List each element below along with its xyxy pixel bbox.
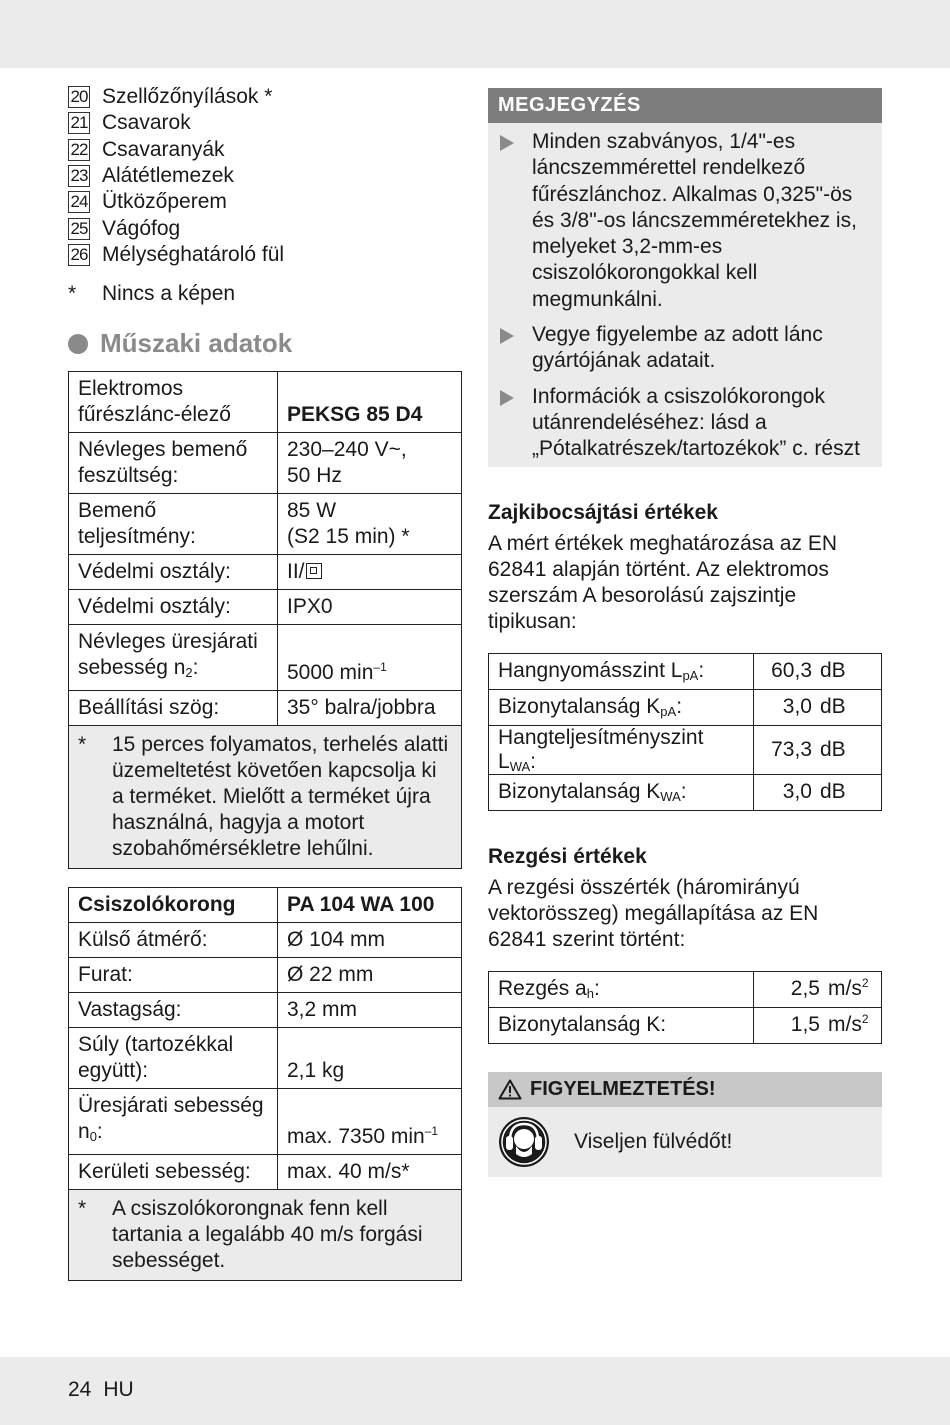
vibration-heading: Rezgési értékek <box>488 844 647 868</box>
part-label: Csavaranyák <box>102 137 225 161</box>
triangle-bullet-icon <box>500 328 514 344</box>
ear-protection-icon <box>498 1116 550 1168</box>
spec-value <box>278 433 462 494</box>
section-title: Műszaki adatok <box>100 328 293 359</box>
duty-value: (S2 15 min) * <box>287 525 410 549</box>
voltage-value: 230–240 V~, <box>287 438 407 462</box>
list-item <box>68 163 462 189</box>
value-cell: 2,5 $m/s^2$ <box>754 971 882 1007</box>
parts-list <box>68 84 462 268</box>
table-row <box>489 725 882 774</box>
spec-value: 3,2 mm <box>278 993 462 1028</box>
value-label: Bizonytalanság K: <box>489 1007 754 1043</box>
table-footnote-row <box>69 1190 462 1281</box>
spec-value <box>278 494 462 555</box>
footnote-text: Nincs a képen <box>102 282 236 306</box>
footnote-star: * <box>78 1197 87 1221</box>
note-list <box>488 123 882 467</box>
spec-value: PA 104 WA 100 <box>278 888 462 923</box>
parts-footnote <box>68 282 462 306</box>
value-label: Rezgés $a_h$: <box>489 971 754 1007</box>
table-footnote <box>69 726 462 869</box>
spec-value: PEKSG 85 D4 <box>278 372 462 433</box>
subscript: 2 <box>185 665 193 681</box>
spec-label <box>69 625 278 691</box>
spec-label: Bemenő teljesítmény: <box>69 494 278 555</box>
header-band <box>0 0 950 68</box>
triangle-bullet-icon <box>500 390 514 406</box>
table-row <box>69 590 462 625</box>
spec-label: Beállítási szög: <box>69 691 278 726</box>
warning-box <box>488 1072 882 1177</box>
value-cell: 3,0 dB <box>754 774 882 810</box>
idle-speed-value: 5000 min <box>287 661 374 685</box>
table-row <box>489 774 882 810</box>
note-heading: MEGJEGYZÉS <box>488 88 882 123</box>
spec-value: 35° balra/jobbra <box>278 691 462 726</box>
power-value: 85 W <box>287 499 337 523</box>
value-label: Bizonytalanság $K_{pA}$: <box>489 689 754 725</box>
table-row <box>489 653 882 689</box>
part-label: Mélységhatároló fül <box>102 242 285 266</box>
table-row <box>69 1089 462 1155</box>
tech-data-table <box>68 371 462 869</box>
noise-table <box>488 653 882 811</box>
list-item <box>498 322 872 375</box>
language-code: HU <box>103 1378 134 1401</box>
subscript: 0 <box>89 1129 97 1145</box>
idle-speed-label: Névleges üresjárati sebesség n <box>78 630 258 680</box>
footnote-star: * <box>68 282 77 306</box>
vibration-table <box>488 971 882 1044</box>
idle-label: Üresjárati sebesség n <box>78 1094 264 1144</box>
warning-heading: FIGYELMEZTETÉS! <box>530 1077 716 1100</box>
table-row <box>489 689 882 725</box>
table-row <box>489 971 882 1007</box>
noise-text: A mért értékek meghatározása az EN 62841 alapján történt. Az elektromos szerszám A besorolású zajszintje tipikusan: <box>488 531 837 634</box>
spec-label: Védelmi osztály: <box>69 590 278 625</box>
noise-heading: Zajkibocsájtási értékek <box>488 500 718 524</box>
spec-label: Kerületi sebesség: <box>69 1155 278 1190</box>
part-label: Csavarok <box>102 111 191 135</box>
footnote-text: A csiszolókorongnak fenn kell tartania a legalább 40 m/s forgási sebességet. <box>112 1197 423 1273</box>
superscript: –1 <box>373 660 387 675</box>
list-item <box>68 215 462 241</box>
value-label: Hangnyomásszint $L_{pA}$: <box>489 653 754 689</box>
table-row <box>69 433 462 494</box>
spec-value: 2,1 kg <box>278 1028 462 1089</box>
value-cell: 3,0 dB <box>754 689 882 725</box>
table-row <box>69 494 462 555</box>
idle-value: max. 7350 min <box>287 1125 425 1149</box>
table-row <box>69 555 462 590</box>
spec-value <box>278 1089 462 1155</box>
table-row <box>69 1028 462 1089</box>
frequency-value: 50 Hz <box>287 464 342 488</box>
table-row <box>69 691 462 726</box>
spec-label: Névleges bemenő feszültség: <box>69 433 278 494</box>
part-number: 24 <box>68 191 90 213</box>
spec-label <box>69 1089 278 1155</box>
table-row <box>69 923 462 958</box>
table-footnote-row <box>69 726 462 869</box>
spec-label: Furat: <box>69 958 278 993</box>
spec-label: Védelmi osztály: <box>69 555 278 590</box>
part-number: 22 <box>68 139 90 161</box>
value-label: Bizonytalanság $K_{WA}$: <box>489 774 754 810</box>
part-number: 25 <box>68 218 90 240</box>
note-box <box>488 88 882 467</box>
spec-value: IPX0 <box>278 590 462 625</box>
colon: : <box>96 1120 103 1144</box>
spec-value: Ø 104 mm <box>278 923 462 958</box>
note-text: Információk a csiszolókorongok utánrendeléséhez: lásd a „Pótalkatrészek/tartozékok” c. részt <box>532 384 860 461</box>
spec-label: Elektromos fűrészlánc-élező <box>69 372 278 433</box>
superscript: –1 <box>424 1124 439 1139</box>
value-cell: 60,3 dB <box>754 653 882 689</box>
part-label: Szellőzőnyílások * <box>102 85 273 109</box>
footnote-text: 15 perces folyamatos, terhelés alatti üzemeltetést követően kapcsolja ki a terméket. Mielőtt a terméket újra használná, hagyja a motort szobahőmérsékletre lehűlni. <box>112 733 449 861</box>
spec-value <box>278 625 462 691</box>
spec-value: max. 40 m/s* <box>278 1155 462 1190</box>
part-number: 20 <box>68 86 90 108</box>
part-number: 23 <box>68 165 90 187</box>
spec-label: Csiszolókorong <box>69 888 278 923</box>
spec-value: Ø 22 mm <box>278 958 462 993</box>
warning-body <box>488 1107 882 1177</box>
list-item <box>68 189 462 215</box>
right-column <box>488 88 882 1177</box>
list-item <box>68 242 462 268</box>
list-item <box>68 84 462 110</box>
note-text: Minden szabványos, 1/4"-es láncszemmérettel rendelkező fűrészlánchoz. Alkalmas 0,325"-ös és 3/8"-os láncszemméretekhez is, melyeket 3,2-mm-es csiszolókorongokkal kell megmunkálni. <box>532 130 857 311</box>
value-cell: 1,5 $m/s^2$ <box>754 1007 882 1043</box>
footnote-star: * <box>78 733 87 757</box>
colon: : <box>192 656 199 680</box>
spec-label: Súly (tartozékkal együtt): <box>69 1028 278 1089</box>
part-number: 26 <box>68 244 90 266</box>
table-row <box>69 958 462 993</box>
double-insulation-icon <box>306 563 322 579</box>
vibration-text: A rezgési összérték (háromirányú vektorösszeg) megállapítása az EN 62841 szerint történt: <box>488 875 819 952</box>
table-row <box>69 625 462 691</box>
table-row <box>69 993 462 1028</box>
warning-triangle-icon <box>498 1079 522 1100</box>
part-label: Vágófog <box>102 216 181 240</box>
value-label: Hangteljesítményszint $L_{WA}$: <box>489 725 754 774</box>
list-item <box>498 384 872 463</box>
bullet-dot-icon <box>68 334 88 354</box>
list-item <box>68 110 462 136</box>
part-label: Ütközőperem <box>102 190 227 214</box>
triangle-bullet-icon <box>500 135 514 151</box>
list-item <box>498 129 872 313</box>
warning-text: Viseljen fülvédőt! <box>574 1129 733 1153</box>
list-item <box>68 137 462 163</box>
table-row <box>69 888 462 923</box>
value-cell: 73,3 dB <box>754 725 882 774</box>
protection-class-value: II/ <box>287 560 305 584</box>
footer <box>68 1378 146 1402</box>
page-number: 24 <box>68 1378 92 1401</box>
part-label: Alátétlemezek <box>102 164 234 188</box>
section-heading <box>68 328 462 359</box>
warning-heading-bar <box>488 1072 882 1107</box>
spec-value <box>278 555 462 590</box>
note-text: Vegye figyelembe az adott lánc gyártójának adatait. <box>532 323 823 373</box>
table-row <box>69 1155 462 1190</box>
spec-label: Vastagság: <box>69 993 278 1028</box>
disc-data-table <box>68 887 462 1281</box>
left-column <box>68 84 462 1281</box>
table-row <box>69 372 462 433</box>
table-footnote <box>69 1190 462 1281</box>
part-number: 21 <box>68 112 90 134</box>
table-row <box>489 1007 882 1043</box>
spec-label: Külső átmérő: <box>69 923 278 958</box>
